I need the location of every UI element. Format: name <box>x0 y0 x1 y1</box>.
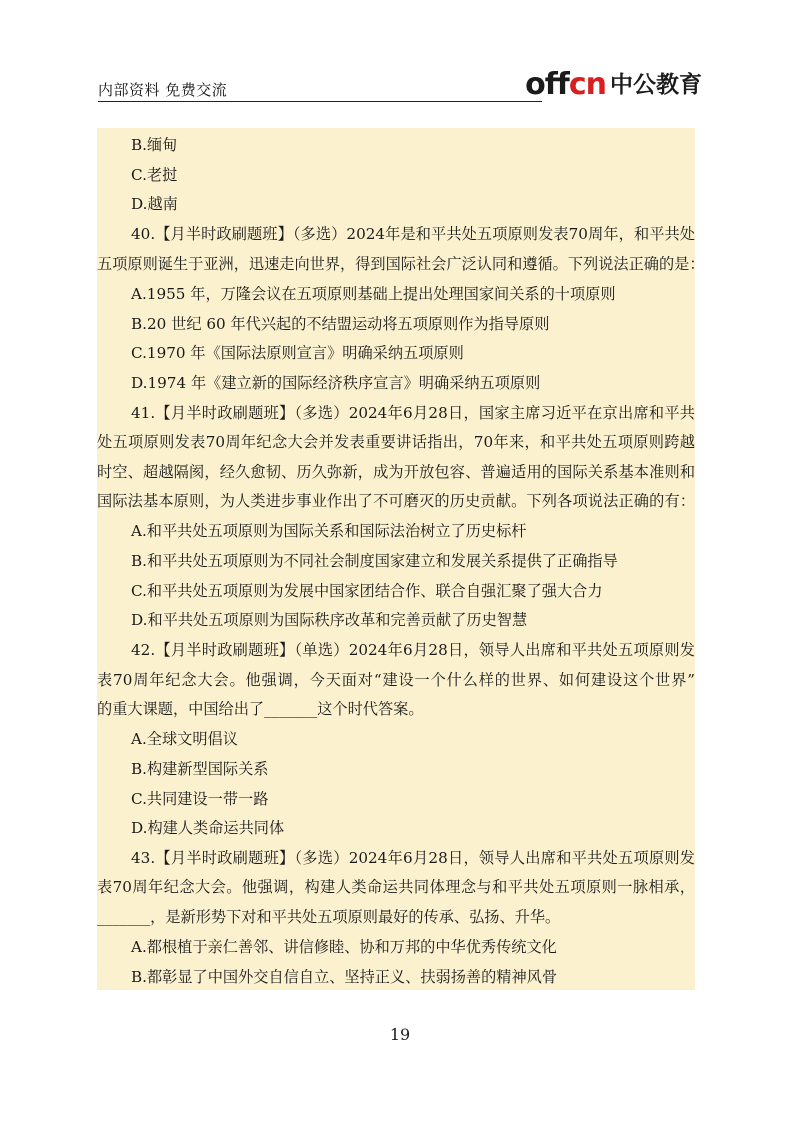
text-line: C.老挝 <box>131 166 178 184</box>
option-a: A.1955 年，万隆会议在五项原则基础上提出处理国家间关系的十项原则 <box>131 285 616 303</box>
option-d: D.和平共处五项原则为国际秩序改革和完善贡献了历史智慧 <box>131 611 528 629</box>
option-d: D.构建人类命运共同体 <box>131 819 285 837</box>
question-40-line-1: 40.【月半时政刷题班】（多选）2024年是和平共处五项原则发表70周年，和平共处 <box>131 225 695 243</box>
text-line: D.越南 <box>131 195 178 213</box>
option-b: B.20 世纪 60 年代兴起的不结盟运动将五项原则作为指导原则 <box>131 315 550 333</box>
page-number: 19 <box>389 1025 411 1044</box>
question-43-line-2: 表70周年纪念大会。他强调，构建人类命运共同体理念与和平共处五项原则一脉相承， <box>97 878 695 896</box>
question-41-line-2: 处五项原则发表70周年纪念大会并发表重要讲话指出，70年来，和平共处五项原则跨越 <box>97 433 695 451</box>
question-42-line-2: 表70周年纪念大会。他强调，今天面对“建设一个什么样的世界、如何建设这个世界” <box>97 671 695 689</box>
option-b: B.和平共处五项原则为不同社会制度国家建立和发展关系提供了正确指导 <box>131 552 618 570</box>
question-43-line-3: _______，是新形势下对和平共处五项原则最好的传承、弘扬、升华。 <box>97 908 561 926</box>
question-41-line-3: 时空、超越隔阂，经久愈韧、历久弥新，成为开放包容、普遍适用的国际关系基本准则和 <box>97 463 695 481</box>
option-b: B.都彰显了中国外交自信自立、坚持正义、扶弱扬善的精神风骨 <box>131 968 558 986</box>
text-line: B.缅甸 <box>131 136 178 154</box>
option-c: C.共同建设一带一路 <box>131 790 269 808</box>
question-41-line-1: 41.【月半时政刷题班】（多选）2024年6月28日，国家主席习近平在京出席和平共 <box>131 404 695 422</box>
logo-wordmark-part1: off <box>525 67 569 102</box>
header-caption: 内部资料 免费交流 <box>98 81 228 99</box>
option-d: D.1974 年《建立新的国际经济秩序宣言》明确采纳五项原则 <box>131 374 541 392</box>
question-43-line-1: 43.【月半时政刷题班】（多选）2024年6月28日，领导人出席和平共处五项原则发 <box>131 849 695 867</box>
page-header <box>98 66 702 102</box>
question-42-line-3: 的重大课题，中国给出了_______这个时代答案。 <box>97 700 424 718</box>
option-a: A.全球文明倡议 <box>131 730 238 748</box>
question-42-line-1: 42.【月半时政刷题班】（单选）2024年6月28日，领导人出席和平共处五项原则发 <box>131 641 695 659</box>
logo-wordmark-part2: cn <box>568 67 606 102</box>
offcn-logo <box>525 68 702 102</box>
question-41-line-4: 国际法基本原则，为人类进步事业作出了不可磨灭的历史贡献。下列各项说法正确的有： <box>97 492 695 510</box>
question-40-line-2: 五项原则诞生于亚洲，迅速走向世界，得到国际社会广泛认同和遵循。下列说法正确的是： <box>97 255 705 273</box>
option-b: B.构建新型国际关系 <box>131 760 269 778</box>
logo-chinese: 中公教育 <box>610 72 702 98</box>
option-c: C.1970 年《国际法原则宣言》明确采纳五项原则 <box>131 344 464 362</box>
header-rule <box>98 101 542 102</box>
option-a: A.和平共处五项原则为国际关系和国际法治树立了历史标杆 <box>131 522 527 540</box>
option-c: C.和平共处五项原则为发展中国家团结合作、联合自强汇聚了强大合力 <box>131 582 603 600</box>
logo-wordmark <box>525 67 606 102</box>
question-panel <box>97 128 705 990</box>
option-a: A.都根植于亲仁善邻、讲信修睦、协和万邦的中华优秀传统文化 <box>131 938 557 956</box>
